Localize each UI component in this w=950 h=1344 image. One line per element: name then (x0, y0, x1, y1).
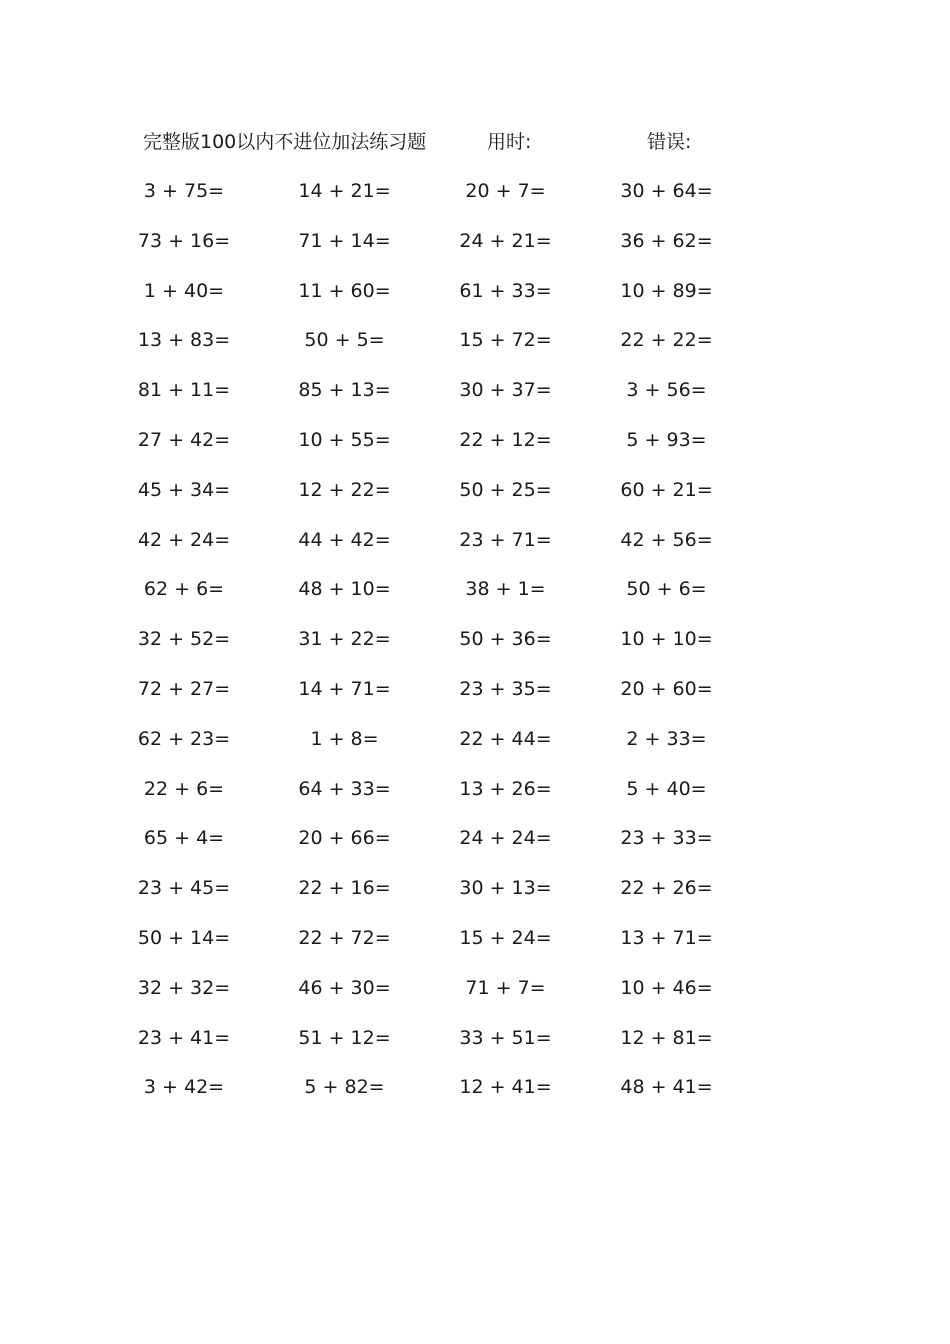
math-problem: 24 + 21= (459, 229, 552, 252)
math-problem: 10 + 46= (620, 976, 713, 999)
math-problem: 3 + 42= (143, 1076, 225, 1099)
math-problem: 15 + 72= (459, 329, 552, 352)
math-problem: 32 + 52= (137, 628, 231, 651)
math-problem: 22 + 22= (620, 329, 713, 352)
math-problem: 50 + 25= (459, 478, 552, 501)
math-problem: 20 + 60= (620, 677, 713, 700)
math-problem: 23 + 35= (459, 677, 552, 700)
math-problem: 81 + 11= (137, 379, 231, 402)
math-problem: 22 + 12= (459, 428, 552, 451)
math-problem: 65 + 4= (143, 827, 225, 850)
math-problem: 14 + 71= (298, 677, 391, 700)
math-problem: 73 + 16= (137, 229, 231, 252)
math-problem: 2 + 33= (626, 727, 707, 750)
math-problem: 3 + 56= (626, 379, 707, 402)
worksheet-header (0, 128, 950, 156)
math-problem: 13 + 71= (620, 926, 713, 949)
math-problem: 71 + 7= (465, 976, 546, 999)
math-problem: 13 + 83= (137, 329, 231, 352)
math-problem: 30 + 37= (459, 379, 552, 402)
worksheet-title: 完整版100以内不进位加法练习题 (143, 131, 427, 153)
math-problem: 5 + 93= (626, 428, 707, 451)
math-problem: 1 + 8= (310, 727, 379, 750)
math-problem: 22 + 26= (620, 877, 713, 900)
math-problem: 50 + 5= (304, 329, 385, 352)
math-problem: 30 + 13= (459, 877, 552, 900)
math-problem: 31 + 22= (298, 628, 391, 651)
math-problem: 60 + 21= (620, 478, 713, 501)
math-problem: 20 + 7= (465, 180, 546, 202)
math-problem: 5 + 82= (304, 1076, 385, 1099)
math-problem: 38 + 1= (465, 578, 546, 601)
math-problem: 22 + 16= (298, 877, 391, 900)
math-problem: 51 + 12= (298, 1026, 391, 1049)
math-problem: 23 + 71= (459, 528, 552, 551)
math-problem: 36 + 62= (620, 229, 713, 252)
math-problem: 85 + 13= (298, 379, 391, 402)
math-problem: 62 + 23= (137, 727, 231, 750)
math-problem: 50 + 6= (626, 578, 707, 601)
math-problem: 50 + 36= (459, 628, 552, 651)
math-problem: 42 + 56= (620, 528, 713, 551)
math-problem: 50 + 14= (137, 926, 231, 949)
math-problem: 42 + 24= (137, 528, 231, 551)
math-problem: 12 + 22= (298, 478, 391, 501)
math-problem: 22 + 6= (143, 777, 225, 800)
math-problem: 46 + 30= (298, 976, 391, 999)
math-problem: 24 + 24= (459, 827, 552, 850)
math-problem: 45 + 34= (137, 478, 231, 501)
math-problem: 71 + 14= (298, 229, 391, 252)
math-problem: 23 + 41= (137, 1026, 231, 1049)
time-label: 用时: (487, 131, 532, 153)
math-problem: 3 + 75= (143, 180, 225, 202)
math-problem: 12 + 81= (620, 1026, 713, 1049)
math-problem: 48 + 10= (298, 578, 391, 601)
math-problem: 23 + 33= (620, 827, 713, 850)
math-problem: 27 + 42= (137, 428, 231, 451)
math-problem: 12 + 41= (459, 1076, 552, 1099)
math-problem: 22 + 44= (459, 727, 552, 750)
errors-label: 错误: (647, 131, 692, 153)
problem-grid (104, 176, 747, 1122)
math-problem: 72 + 27= (137, 677, 231, 700)
math-problem: 10 + 55= (298, 428, 391, 451)
math-problem: 22 + 72= (298, 926, 391, 949)
math-problem: 10 + 89= (620, 279, 713, 302)
math-problem: 14 + 21= (298, 180, 391, 202)
math-problem: 11 + 60= (298, 279, 391, 302)
math-problem: 61 + 33= (459, 279, 552, 302)
math-problem: 23 + 45= (137, 877, 231, 900)
math-problem: 44 + 42= (298, 528, 391, 551)
math-problem: 10 + 10= (620, 628, 713, 651)
math-problem: 33 + 51= (459, 1026, 552, 1049)
math-problem: 5 + 40= (626, 777, 707, 800)
math-problem: 48 + 41= (620, 1076, 713, 1099)
math-problem: 15 + 24= (459, 926, 552, 949)
math-problem: 20 + 66= (298, 827, 391, 850)
math-problem: 64 + 33= (298, 777, 391, 800)
math-problem: 1 + 40= (143, 279, 225, 302)
math-problem: 32 + 32= (137, 976, 231, 999)
math-problem: 62 + 6= (143, 578, 225, 601)
math-problem: 13 + 26= (459, 777, 552, 800)
math-problem: 30 + 64= (620, 180, 713, 202)
